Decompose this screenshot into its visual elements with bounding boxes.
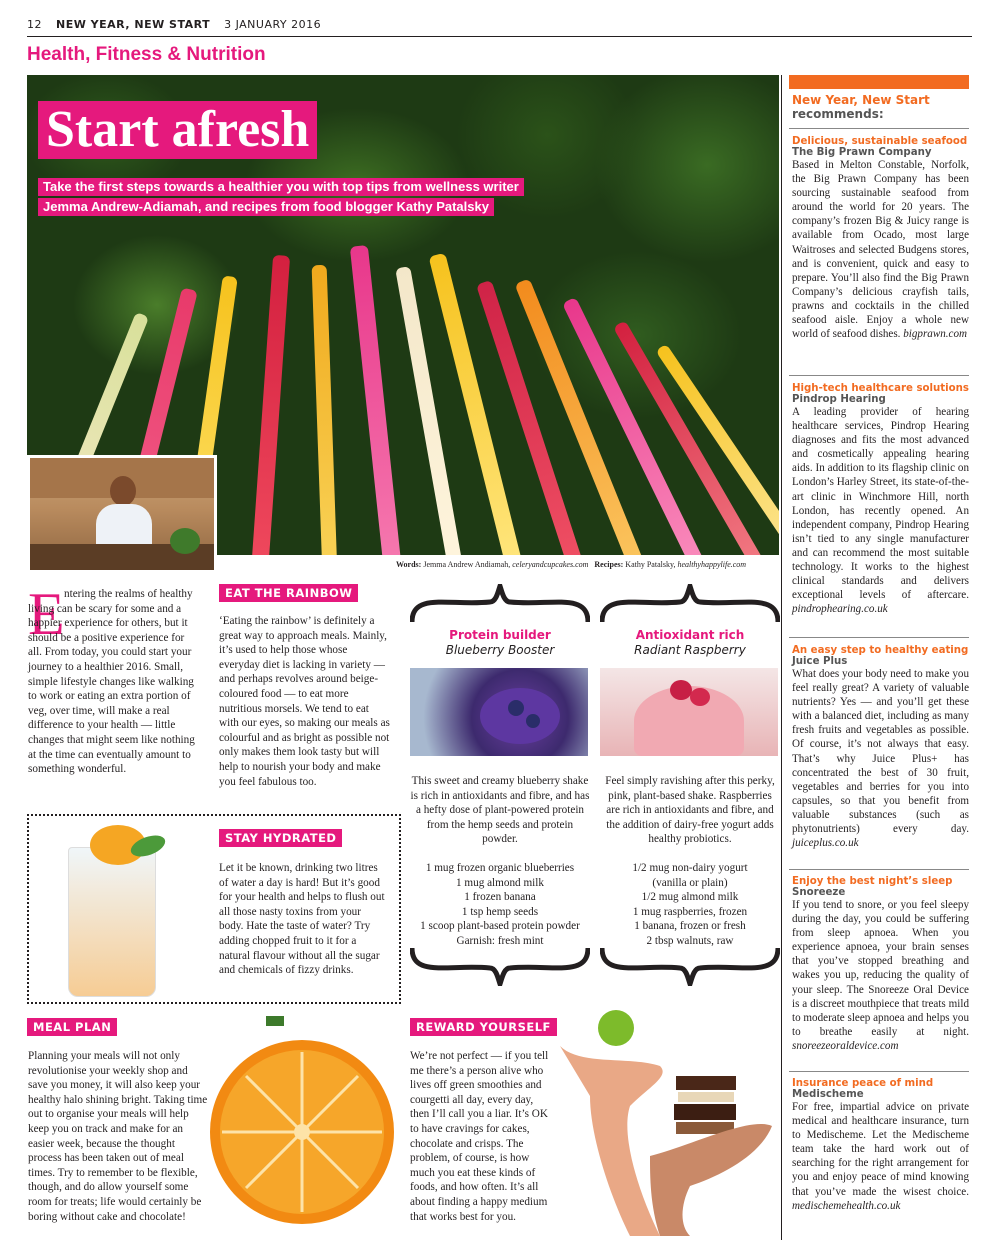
heading-eat-the-rainbow: EAT THE RAINBOW [219, 584, 358, 602]
recipe-1-subtitle: Blueberry Booster [445, 643, 555, 657]
ingredient: 1/2 mug almond milk [641, 891, 739, 904]
heading-meal-plan: MEAL PLAN [27, 1018, 117, 1036]
issue-date: 3 JANUARY 2016 [224, 18, 322, 31]
sidebar-divider [789, 637, 969, 638]
author-photo [27, 455, 217, 573]
sidebar-item-seafood: Delicious, sustainable seafood The Big Prawn Company Based in Melton Constable, Norfolk, the Big Prawn Company has been sourcing sustainable seafood from around the world for 20 years. The company’s frozen Big & Juicy range is available from Ocado, most large Waitroses and selected Budgens stores, and is convenient, quick and easy to prepare. You’ll also find the Big Prawn Company’s delicious crayfish tails, prawns and cocktails in the chilled seafood aisle. Enjoy a whole new world of seafood dishes. bigprawn.com [792, 136, 969, 341]
hero-title: Start afresh [38, 101, 317, 159]
ingredient: (vanilla or plain) [652, 876, 728, 889]
rainbow-text: ‘Eating the rainbow’ is definitely a great way to approach meals. Mainly, it’s used to help those whose everyday diet is lacking in variety — and perhaps revolves around beige-coloured food — to eat more nutritious morsels. We tend to eat with our eyes, so making our meals as colourful and as bright as possible not only makes them look tasty but will help to nourish your body and make you feel fabulous too. [219, 615, 390, 788]
raspberry-shake-image [600, 668, 778, 756]
sidebar-divider [789, 128, 969, 129]
page-header [27, 18, 972, 37]
hands-apple-chocolate-image [550, 1006, 776, 1238]
sidebar-item-medischeme: Insurance peace of mind Medischeme For free, impartial advice on private medical and healthcare insurance, turn to Medischeme. Let the Medischeme team take the hard work out of searching for the right arrangement for you and enjoy peace of mind knowing that you’ve made the wisest choice. medischemehealth.co.uk [792, 1078, 969, 1212]
intro-text: ntering the realms of healthy living can be scary for some and a happier experience for others, but it should be a positive experience for all. From today, you could start your journey to a healthier 2016. Small, simple lifestyle changes like walking to work or eating an extra portion of veg, over time, will make a real difference to your health — little changes that might seem like nothing at the time can eventually amount to something wonderful. [28, 588, 195, 776]
heading-stay-hydrated: STAY HYDRATED [219, 829, 342, 847]
drop-cap: E [28, 581, 65, 647]
photo-credit: Words: Jemma Andrew Andiamah, celeryandcupcakes.com Recipes: Kathy Patalsky, healthyhappylife.com [396, 560, 747, 569]
ingredient: 1 mug almond milk [456, 876, 544, 889]
sidebar-divider [789, 1071, 969, 1072]
recipe-1-desc: This sweet and creamy blueberry shake is rich in antioxidants and fibre, and has a hefty dose of plant-powered protein from the hemp seeds and protein powder. [410, 775, 590, 846]
standfirst-line-2: Jemma Andrew-Adiamah, and recipes from food blogger Kathy Patalsky [38, 198, 494, 216]
sidebar-divider [789, 869, 969, 870]
sidebar-item-hearing: High-tech healthcare solutions Pindrop Hearing A leading provider of hearing healthcare services, Pindrop Hearing diagnoses and fits the most advanced and cosmetically appealing hearing aids. In addition to its flagship clinic on London’s Harley Street, its state-of-the-art clinic in Winchmore Hill, north London, has recently opened. An independent company, Pindrop Hearing isn’t tied to any single manufacturer and can recommend the most suitable technology. It works to the highest clinical standards and delivers exceptional levels of aftercare. pindrophearing.co.uk [792, 383, 969, 616]
reward-text: We’re not perfect — if you tell me there’s a person alive who lives off green smoothies and courgetti all day, every day, then I’ll call you a liar. It’s OK to have cravings for cakes, chocolate and crisps. The problem, of course, is how much you eat these kinds of foods, and how often. It’s all about finding a happy medium that works best for you. [410, 1050, 549, 1223]
sidebar-item-snoreeze: Enjoy the best night’s sleep Snoreeze If you tend to snore, or you feel sleepy during the day, you could be suffering from sleep apnoea. When you experience apnoea, your brain senses that you’ve stopped breathing and wakes you up, reducing the quality of your sleep. The Snoreeze Oral Device is a discreet mouthpiece that treats mild to moderate sleep apnoea and helps you to breathe easily at night. snoreezeoraldevice.com [792, 876, 969, 1052]
sidebar-item-juice-plus: An easy step to healthy eating Juice Plus What does your body need to make you feel really great? A variety of valuable nutrients? Yes — and you’ll get these with a balanced diet, including as many fresh fruits and vegetables as possible. Of course, it’s not always that easy. That’s why Juice Plus+ has concentrated the best of 30 fruit, vegetables and berries for you into capsules, so that you benefit from valuable substances (such as phytonutrients) every day. juiceplus.co.uk [792, 645, 969, 850]
brace-top-2 [600, 584, 780, 624]
column-rule [781, 75, 782, 1240]
brace-bottom-1 [410, 946, 590, 986]
recipe-2-desc: Feel simply ravishing after this perky, pink, plant-based shake. Raspberries are rich in antioxidants and fibre, and the addition of dairy-free yogurt adds healthy probiotics. [605, 775, 775, 846]
brace-top-1 [410, 584, 590, 624]
page-number: 12 [27, 18, 42, 31]
section-label: NEW YEAR, NEW START [56, 18, 211, 31]
ingredient: Garnish: fresh mint [456, 934, 544, 947]
ingredient: 1 banana, frozen or fresh [634, 920, 746, 933]
recipe-2-ingredients [600, 861, 780, 949]
section-title: Health, Fitness & Nutrition [27, 44, 266, 65]
ingredient: 2 tbsp walnuts, raw [646, 934, 734, 947]
ingredient: 1 scoop plant-based protein powder [420, 920, 580, 933]
ingredient: 1 mug frozen organic blueberries [425, 862, 575, 874]
standfirst-line-1: Take the first steps towards a healthier you with top tips from wellness writer [38, 178, 524, 196]
sidebar-divider [789, 375, 969, 376]
recipe-2-title: Antioxidant rich [635, 628, 745, 642]
brace-bottom-2 [600, 946, 780, 986]
ingredient: 1 mug raspberries, frozen [632, 905, 748, 918]
water-glass-image [60, 825, 180, 995]
hydrated-text: Let it be known, drinking two litres of water a day is hard! But it’s good for your health and helps to flush out all those nasty toxins from your body. Hate the taste of water? Try adding chopped fruit to it for a natural flavour without all the sugar and chemicals of fizzy drinks. [219, 862, 385, 977]
recipe-2-subtitle: Radiant Raspberry [634, 643, 746, 657]
ingredient: 1/2 mug non-dairy yogurt [632, 862, 748, 874]
orange-image [206, 1014, 398, 1234]
recipe-1-ingredients [405, 861, 595, 949]
recipe-1-title: Protein builder [449, 628, 551, 642]
sidebar-title: New Year, New Start recommends: [792, 93, 930, 121]
ingredient: 1 frozen banana [464, 891, 536, 904]
heading-reward-yourself: REWARD YOURSELF [410, 1018, 557, 1036]
standfirst [38, 176, 524, 216]
sidebar-accent-bar [789, 75, 969, 89]
meal-text: Planning your meals will not only revolutionise your weekly shop and save you money, it will also keep your healthy halo shining bright. Taking time out to organise your meals will help keep you on track and make for an easier week, because the thought process has been taken out of meal times. Try to remember to be flexible, though, and do allow yourself some room for treats; life would certainly be boring without cake and chocolate! [28, 1050, 208, 1223]
ingredient: 1 tsp hemp seeds [461, 905, 539, 918]
blueberry-shake-image [410, 668, 588, 756]
